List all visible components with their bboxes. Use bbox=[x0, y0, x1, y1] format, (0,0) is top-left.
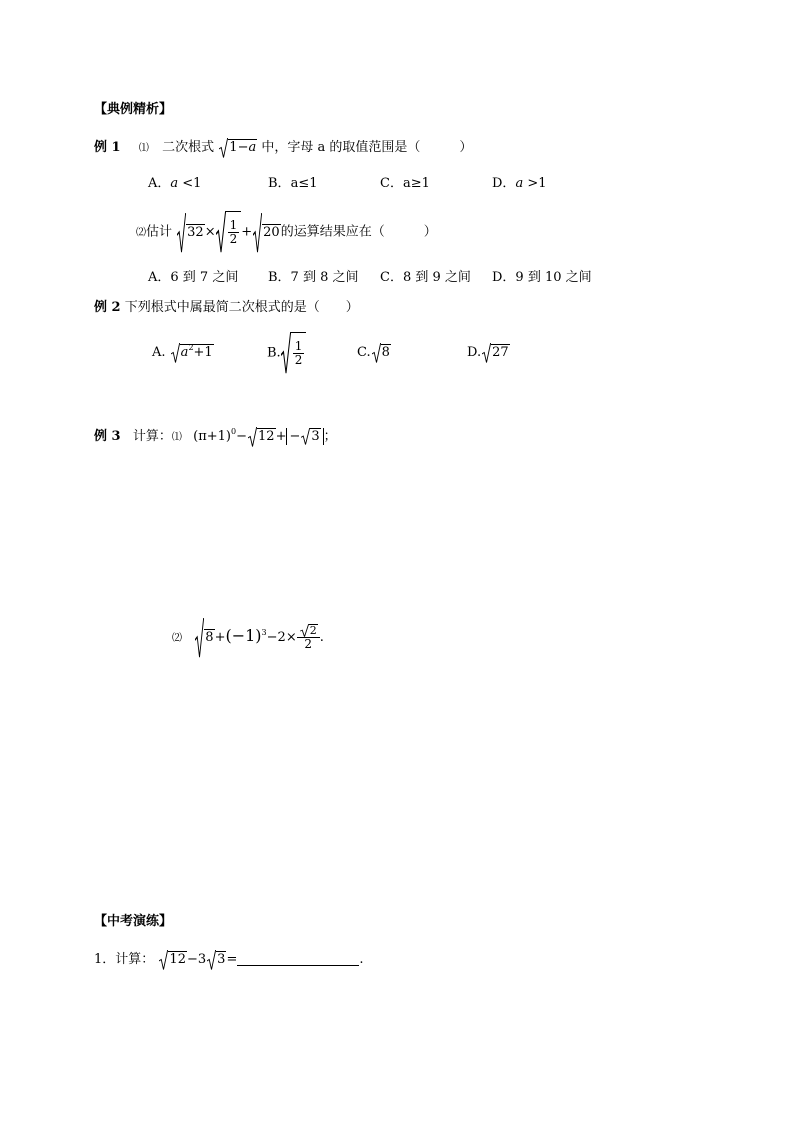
answer-blank[interactable] bbox=[237, 951, 359, 966]
radical-sign-icon bbox=[216, 211, 226, 253]
radical-sign-icon bbox=[195, 618, 204, 658]
example-3-text: 计算： bbox=[132, 429, 172, 444]
q2-option-b: B．7 到 8 之间 bbox=[268, 270, 359, 285]
ex2-option-b: B. $\frac{1}{2}$ bbox=[267, 332, 306, 374]
example-3-part-2: ⑵ $8+(-1)^3-2\times$ $\frac{2}{2}$ . bbox=[172, 616, 324, 659]
radical-sign-icon bbox=[207, 950, 216, 970]
q2-option-a: A．6 到 7 之间 bbox=[148, 270, 239, 285]
radical-sign-icon bbox=[177, 213, 186, 253]
example-3-label: 例 3 bbox=[94, 429, 121, 444]
radical-sign-icon bbox=[219, 138, 228, 158]
q1-option-b: B．a≤1 bbox=[268, 176, 318, 191]
q1-option-d: D．a >1 bbox=[492, 176, 547, 191]
ex2-option-a: A. $a^2+1$ bbox=[152, 343, 214, 363]
radical-sign-icon bbox=[300, 624, 309, 637]
radical-sign-icon bbox=[281, 332, 291, 374]
example-1-question-1 bbox=[94, 138, 472, 159]
ex2-option-d: D. 27 bbox=[467, 343, 510, 363]
sqrt-1-minus-a: 1−a bbox=[219, 138, 257, 158]
q2-option-d: D．9 到 10 之间 bbox=[492, 270, 592, 285]
q1-option-a: A．a <1 bbox=[148, 176, 202, 191]
section-title-examples: 【典例精析】 bbox=[94, 102, 173, 117]
sqrt-20: 20 bbox=[253, 213, 281, 253]
fraction-sqrt2-over-2: $\frac{2}{2}$ bbox=[297, 624, 320, 651]
sqrt-8: 8 bbox=[195, 618, 214, 658]
sqrt-32: 32 bbox=[177, 213, 205, 253]
radical-sign-icon bbox=[301, 428, 310, 445]
ex2-option-c: C. 8 bbox=[357, 343, 391, 363]
radical-sign-icon bbox=[159, 950, 168, 970]
example-2-text: 下列根式中属最简二次根式的是（ ） bbox=[124, 300, 359, 315]
example-2-question bbox=[94, 298, 359, 318]
q1-pre-text: 二次根式 bbox=[162, 140, 215, 155]
sqrt-one-half: $\frac{1}{2}$ bbox=[216, 211, 242, 253]
example-1-question-2: ⑵估计 32× $\frac{1}{2}$ + 20的运算结果应在（ ） bbox=[136, 211, 437, 254]
radical-sign-icon bbox=[248, 427, 257, 447]
q2-post-text: 的运算结果应在（ ） bbox=[280, 224, 437, 240]
radical-sign-icon bbox=[372, 343, 381, 363]
section-title-exam-practice: 【中考演练】 bbox=[94, 914, 173, 929]
example-1-label: 例 1 bbox=[94, 140, 121, 155]
q1-option-c: C．a≥1 bbox=[380, 176, 430, 191]
q2-number: ⑵ bbox=[136, 227, 146, 239]
example-2-label: 例 2 bbox=[94, 300, 121, 315]
sqrt-12: 12 bbox=[248, 427, 276, 447]
radical-sign-icon bbox=[482, 343, 491, 363]
q2-pre-text: 估计 bbox=[146, 224, 173, 240]
q2-option-c: C．8 到 9 之间 bbox=[380, 270, 471, 285]
radical-sign-icon bbox=[253, 213, 262, 253]
radical-sign-icon bbox=[171, 343, 180, 363]
absolute-value-neg-sqrt3: − 3 bbox=[286, 428, 323, 445]
exam-question-1: 1．计算： 12−3 3= . bbox=[94, 950, 363, 970]
example-3-part-1: 例 3 计算：⑴ $(\pi+1)^0-$ 12+ − 3 ； bbox=[94, 427, 337, 448]
q1-post-text: 中，字母 a 的取值范围是（ ） bbox=[261, 140, 473, 155]
q1-number: ⑴ bbox=[138, 143, 149, 154]
